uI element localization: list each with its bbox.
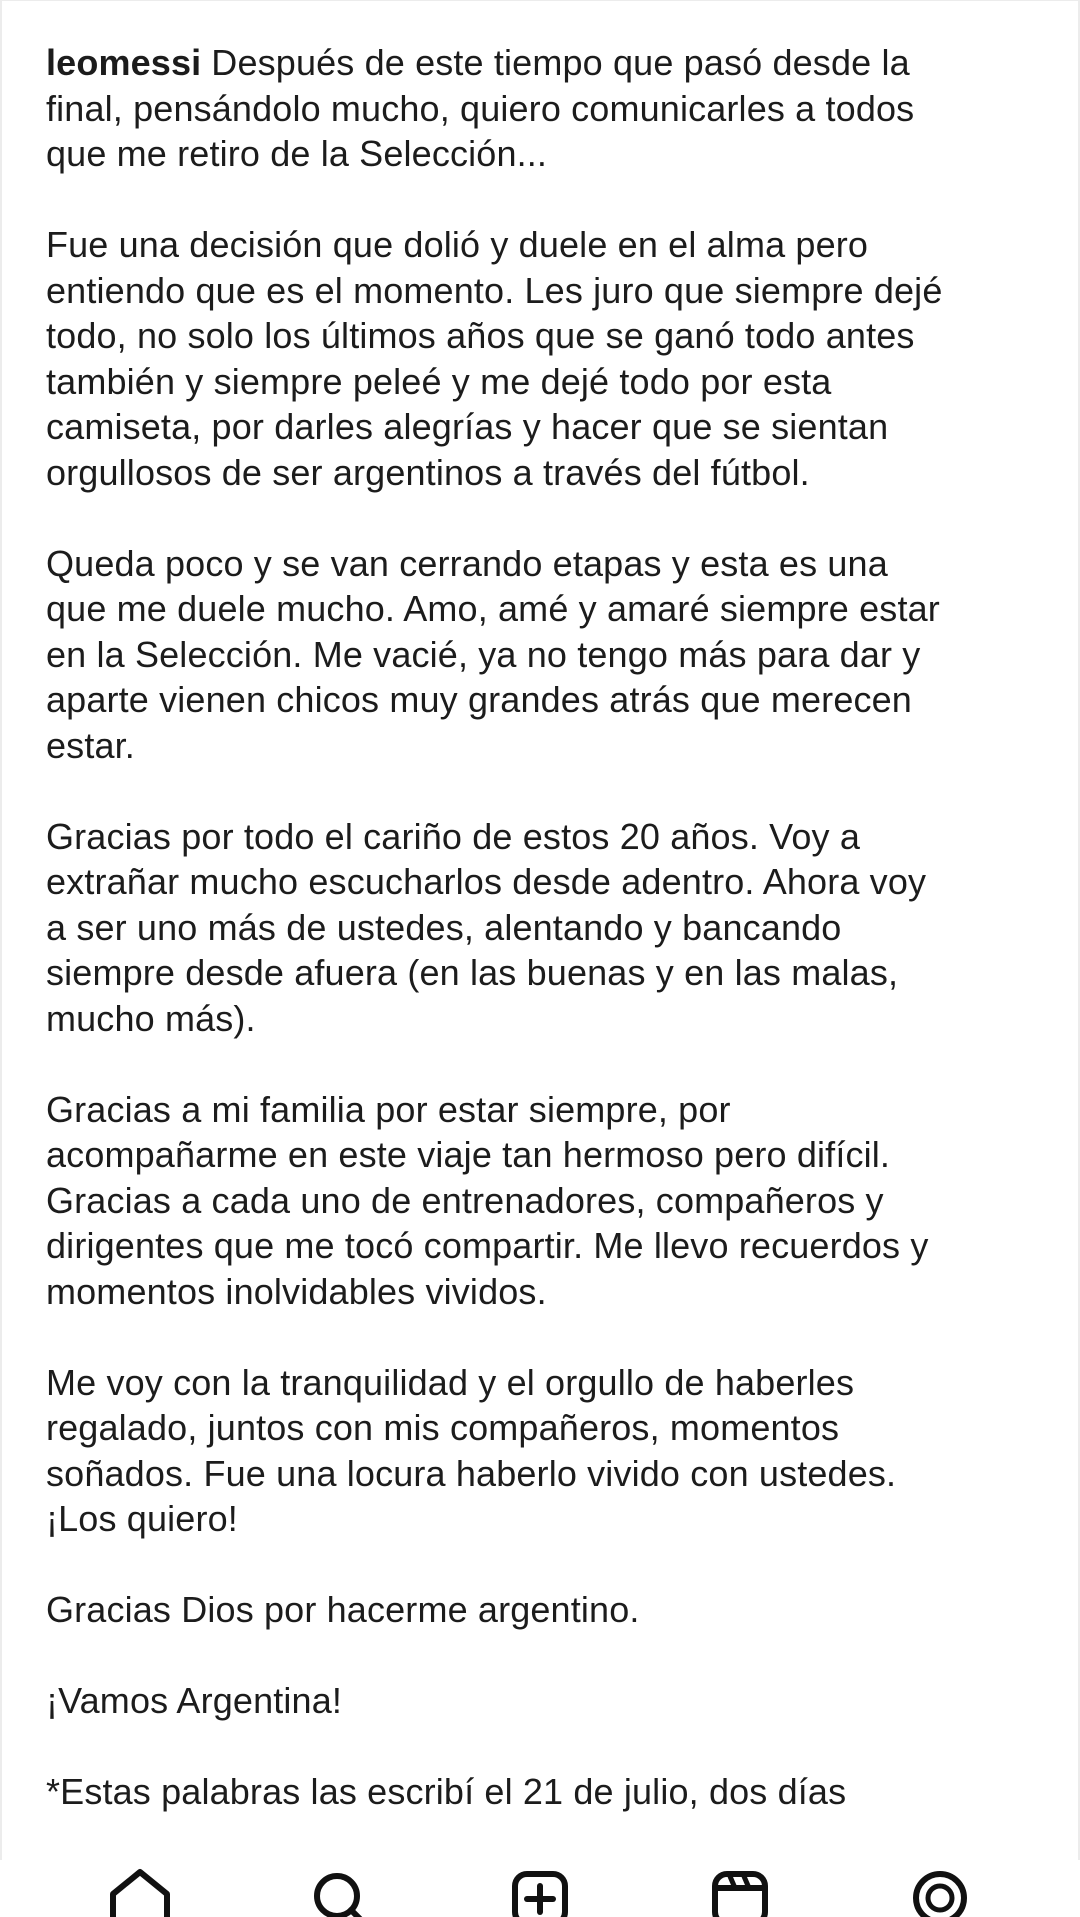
caption-paragraph-4: Gracias por todo el cariño de estos 20 años. Voy a extrañar mucho escucharlos desde adentro. Ahora voy a ser uno más de ustedes, alentando y bancando siempre desde afuera (en las buenas y en las malas, mucho más). (46, 815, 927, 1039)
caption-paragraph-1 (46, 40, 1046, 177)
caption-paragraph-5: Gracias a mi familia por estar siempre, por acompañarme en este viaje tan hermoso pero difícil. Gracias a cada uno de entrenadores, compañeros y dirigentes que me tocó compartir. Me llevo recuerdos y momentos inolvidables vividos. (46, 1088, 929, 1312)
caption-paragraph-2: Fue una decisión que dolió y duele en el alma pero entiendo que es el momento. Les juro que siempre dejé todo, no solo los últimos años que se ganó todo antes también y siempre peleé y me dejé todo por esta camiseta, por darles alegrías y hacer que se sientan orgullosos de ser argentinos a través del fútbol. (46, 224, 943, 493)
caption-paragraph-8: ¡Vamos Argentina! (46, 1680, 343, 1721)
post-caption (46, 40, 1046, 1860)
caption-paragraph-7: Gracias Dios por hacerme argentino. (46, 1589, 640, 1630)
caption-paragraph-6: Me voy con la tranquilidad y el orgullo de haberles regalado, juntos con mis compañeros, momentos soñados. Fue una locura haberlo vivido con ustedes. ¡Los quiero! (46, 1361, 897, 1539)
bottom-navigation-bar (0, 1860, 1080, 1917)
home-icon[interactable] (103, 1860, 177, 1917)
reels-icon[interactable] (703, 1860, 777, 1917)
search-icon[interactable] (303, 1860, 377, 1917)
caption-paragraph-3: Queda poco y se van cerrando etapas y esta es una que me duele mucho. Amo, amé y amaré siempre estar en la Selección. Me vacié, ya no tengo más para dar y aparte vienen chicos muy grandes atrás que merecen estar. (46, 542, 940, 766)
create-post-icon[interactable] (503, 1860, 577, 1917)
post-username[interactable]: leomessi (46, 42, 202, 83)
caption-text: Después de este tiempo que pasó desde la final, pensándolo mucho, quiero comunicarles a todos que me retiro de la Selección... (46, 42, 915, 174)
profile-icon[interactable] (903, 1860, 977, 1917)
caption-paragraph-9: *Estas palabras las escribí el 21 de julio, dos días (46, 1771, 847, 1812)
